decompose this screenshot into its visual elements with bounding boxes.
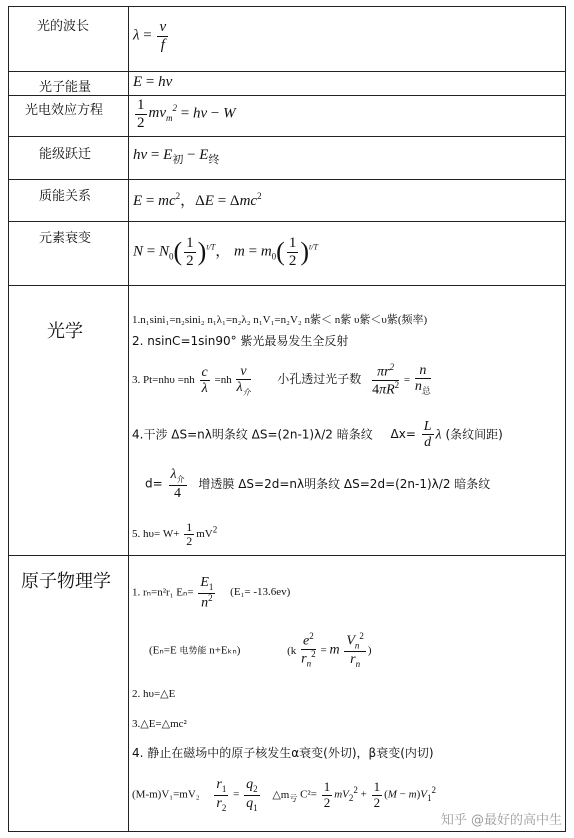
optics-line-4: 4.干涉 ΔS=nλ明条纹 ΔS=(2n-1)λ/2 暗条纹 Δx= $\frac{L}{d}$ λ (条纹间距) bbox=[132, 419, 503, 451]
formula-decay: $N = N_0$( $\frac{1}{2}$ )$^{t/T}$， $m = m_0$( $\frac{1}{2}$ )$^{t/T}$ bbox=[133, 235, 318, 269]
row-divider bbox=[9, 71, 565, 72]
atomic-line-5: 4. 静止在磁场中的原子核发生α衰变(外切)，β衰变(内切) bbox=[132, 746, 434, 760]
formula-photoelectric: $\frac{1}{2}$ $mv_m^2 = h\nu - W$ bbox=[137, 97, 236, 131]
label-energy-transition: 能级跃迁 bbox=[39, 147, 92, 162]
atomic-line-2a: (Eₙ=E bbox=[149, 644, 177, 657]
atomic-line-2c: n+Eₖₙ) bbox=[209, 644, 241, 657]
atomic-line-1b: (E₁= -13.6ev) bbox=[230, 586, 291, 599]
row-divider bbox=[9, 555, 565, 556]
atomic-line-2b: 电势能 bbox=[179, 646, 207, 657]
label-photoelectric: 光电效应方程 bbox=[25, 103, 104, 118]
atomic-line-2d: (k bbox=[287, 644, 297, 657]
optics-line-1: 1.n₁sini₁=n₂sini₂ n₁λ₁=n₂λ₂ n₁V₁=n₂V₂ n紫＜ n紫 υ紫＜υ紫(频率) bbox=[132, 314, 428, 326]
formula-table bbox=[8, 6, 566, 832]
label-atomic: 原子物理学 bbox=[21, 571, 111, 592]
optics-line-5: d= $\frac{\lambda_介}{4}$ 增透膜 ΔS=2d=nλ明条纹 ΔS=2d=(2n-1)λ/2 暗条纹 bbox=[145, 467, 491, 501]
atomic-line-2: (Eₙ=E 电势能 n+Eₖₙ) (k $\frac{e^2}{r_n^2}$ = m $\frac{V_n^2}{r_n}$ ) bbox=[149, 631, 372, 670]
formula-wavelength: λ = $\frac{v}{f}$ bbox=[133, 19, 167, 53]
optics-line-4b: Δx= bbox=[390, 427, 416, 442]
atomic-line-3: 2. hυ=△E bbox=[132, 688, 176, 700]
row-divider bbox=[9, 136, 565, 137]
optics-line-3: 3. Pt=nhυ =nh $\frac{c}{\lambda}$ =nh $\frac{\nu}{\lambda_介}$ 小孔透过光子数 $\frac{\pi r^2}{4\pi R^2}$ = $\frac{n}{n_总}$ bbox=[132, 362, 431, 398]
row-divider bbox=[9, 95, 565, 96]
optics-line-4c: (条纹间距) bbox=[445, 427, 503, 442]
optics-line-3b: =nh bbox=[214, 374, 232, 387]
optics-line-6a: 5. hυ= W+ bbox=[132, 528, 180, 541]
formula-energy-transition: $h\nu = E_初 - E_终$ bbox=[133, 147, 220, 166]
optics-line-2: 2. nsinC=1sin90° 紫光最易发生全反射 bbox=[132, 334, 349, 348]
label-optics: 光学 bbox=[47, 321, 83, 342]
atomic-line-6a: (M-m)V₁=mV₂ bbox=[132, 788, 200, 801]
formula-mass-energy: $E = mc^2$，ΔE = Δmc$^2$ bbox=[133, 191, 262, 209]
label-mass-energy: 质能关系 bbox=[39, 189, 92, 204]
optics-line-5b: 增透膜 ΔS=2d=nλ明条纹 ΔS=2d=(2n-1)λ/2 暗条纹 bbox=[198, 476, 491, 491]
atomic-line-1: 1. rₙ=n²r₁ Eₙ= $\frac{E_1}{n^2}$ (E₁= -13.6ev) bbox=[132, 575, 291, 611]
optics-line-3a: 3. Pt=nhυ =nh bbox=[132, 374, 195, 387]
optics-line-3c: 小孔透过光子数 bbox=[277, 372, 362, 387]
atomic-line-6: (M-m)V₁=mV₂ $\frac{r_1}{r_2}$ = $\frac{q_2}{q_1}$ $\triangle m_亏$ C²= $\frac{1}{2}$ $mV_2^2$ + $\frac{1}{2}$ $(M - m)V_1^2$ bbox=[132, 777, 436, 813]
optics-line-4a: 4.干涉 ΔS=nλ明条纹 ΔS=(2n-1)λ/2 暗条纹 bbox=[132, 427, 373, 442]
atomic-line-6d: C²= bbox=[300, 788, 317, 801]
atomic-line-1a: 1. rₙ=n²r₁ Eₙ= bbox=[132, 586, 194, 599]
formula-photon-energy: E = hν bbox=[133, 74, 173, 90]
atomic-line-6c: 亏 bbox=[289, 793, 298, 803]
atomic-line-6b: △m bbox=[272, 788, 290, 801]
label-decay: 元素衰变 bbox=[39, 231, 92, 246]
watermark: 知乎 @最好的高中生 bbox=[440, 813, 562, 828]
optics-line-6: 5. hυ= W+ $\frac{1}{2}$ $mV^2$ bbox=[132, 520, 218, 549]
atomic-line-4: 3.△E=△mc² bbox=[132, 718, 187, 730]
row-divider bbox=[9, 285, 565, 286]
label-photon-energy: 光子能量 bbox=[39, 80, 92, 95]
optics-line-5a: d= bbox=[145, 476, 163, 491]
row-divider bbox=[9, 179, 565, 180]
label-wavelength: 光的波长 bbox=[37, 19, 90, 34]
column-divider bbox=[128, 7, 129, 831]
row-divider bbox=[9, 221, 565, 222]
